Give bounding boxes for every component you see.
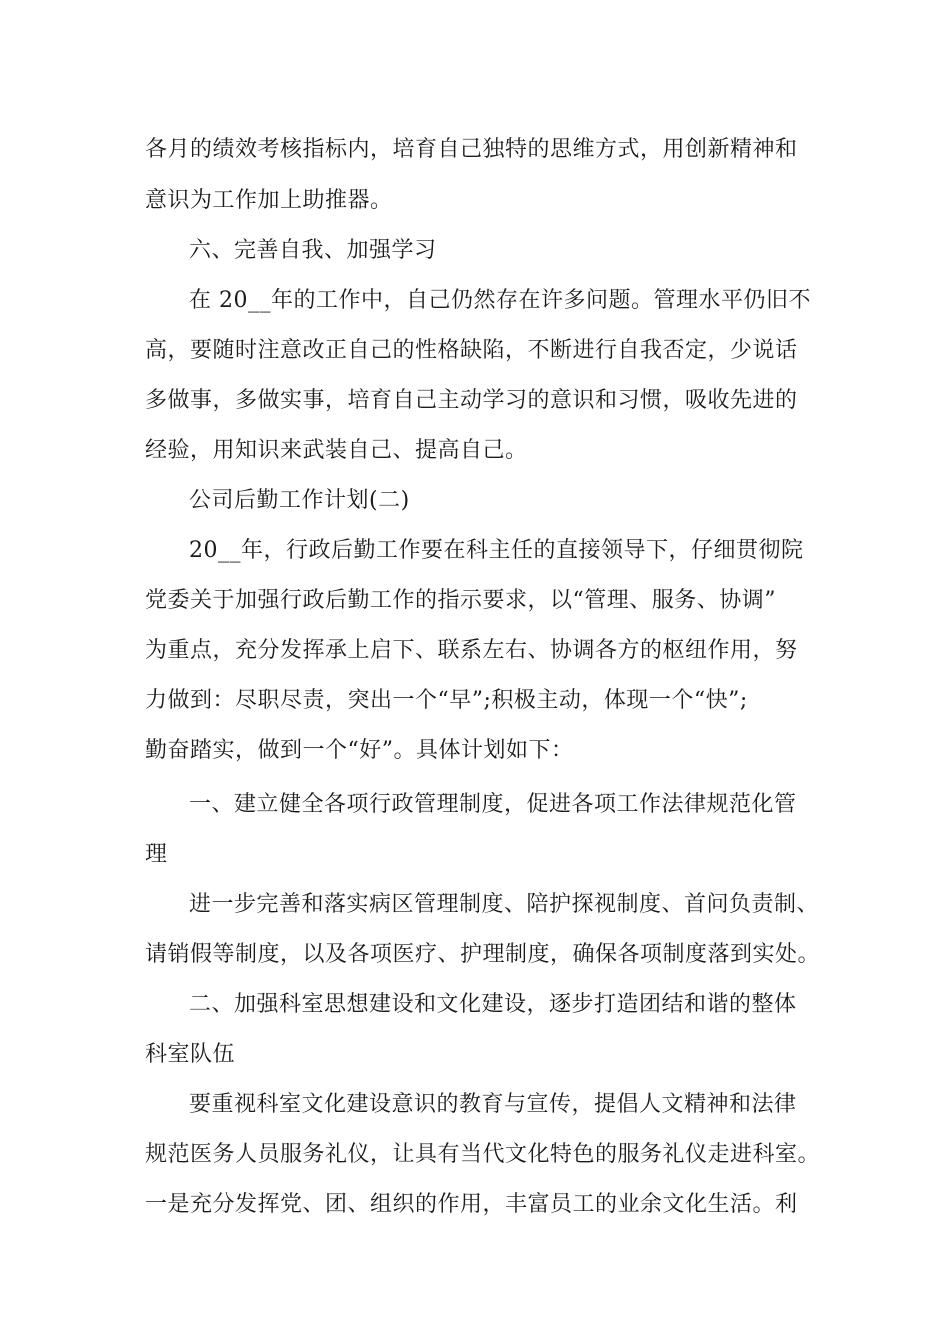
text-line: 力做到：尽职尽责，突出一个“早”;积极主动，体现一个“快”; [145, 688, 748, 713]
text-line: 20__年，行政后勤工作要在科主任的直接领导下，仔细贯彻院 [189, 538, 804, 563]
text-line: 意识为工作加上助推器。 [145, 188, 393, 213]
text-line: 各月的绩效考核指标内，培育自己独特的思维方式，用创新精神和 [145, 137, 798, 162]
text-line: 高，要随时注意改正自己的性格缺陷，不断进行自我否定，少说话 [145, 338, 798, 363]
text-line: 在 20__年的工作中，自己仍然存在许多问题。管理水平仍旧不 [189, 288, 811, 313]
text-line: 经验，用知识来武装自己、提高自己。 [145, 438, 528, 463]
text-line: 进一步完善和落实病区管理制度、陪护探视制度、首问负责制、 [189, 892, 820, 917]
text-line: 勤奋踏实，做到一个“好”。具体计划如下： [145, 738, 574, 763]
section-heading: 二、加强科室思想建设和文化建设，逐步打造团结和谐的整体 [189, 992, 797, 1017]
section-heading: 六、完善自我、加强学习 [189, 238, 437, 263]
section-heading: 一、建立健全各项行政管理制度，促进各项工作法律规范化管 [189, 792, 797, 817]
text-line: 请销假等制度，以及各项医疗、护理制度，确保各项制度落到实处。 [145, 942, 821, 967]
text-line: 要重视科室文化建设意识的教育与宣传，提倡人文精神和法律 [189, 1092, 797, 1117]
text-line: 为重点，充分发挥承上启下、联系左右、协调各方的枢纽作用，努 [145, 638, 798, 663]
text-line: 一是充分发挥党、团、组织的作用，丰富员工的业余文化生活。利 [145, 1192, 798, 1217]
text-line: 多做事，多做实事，培育自己主动学习的意识和习惯，吸收先进的 [145, 388, 798, 413]
document-title: 公司后勤工作计划(二) [189, 488, 410, 513]
text-line: 党委关于加强行政后勤工作的指示要求，以“管理、服务、协调” [145, 588, 776, 613]
section-heading-continuation: 理 [145, 842, 168, 867]
section-heading-continuation: 科室队伍 [145, 1042, 236, 1067]
text-line: 规范医务人员服务礼仪，让具有当代文化特色的服务礼仪走进科室。 [145, 1142, 821, 1167]
